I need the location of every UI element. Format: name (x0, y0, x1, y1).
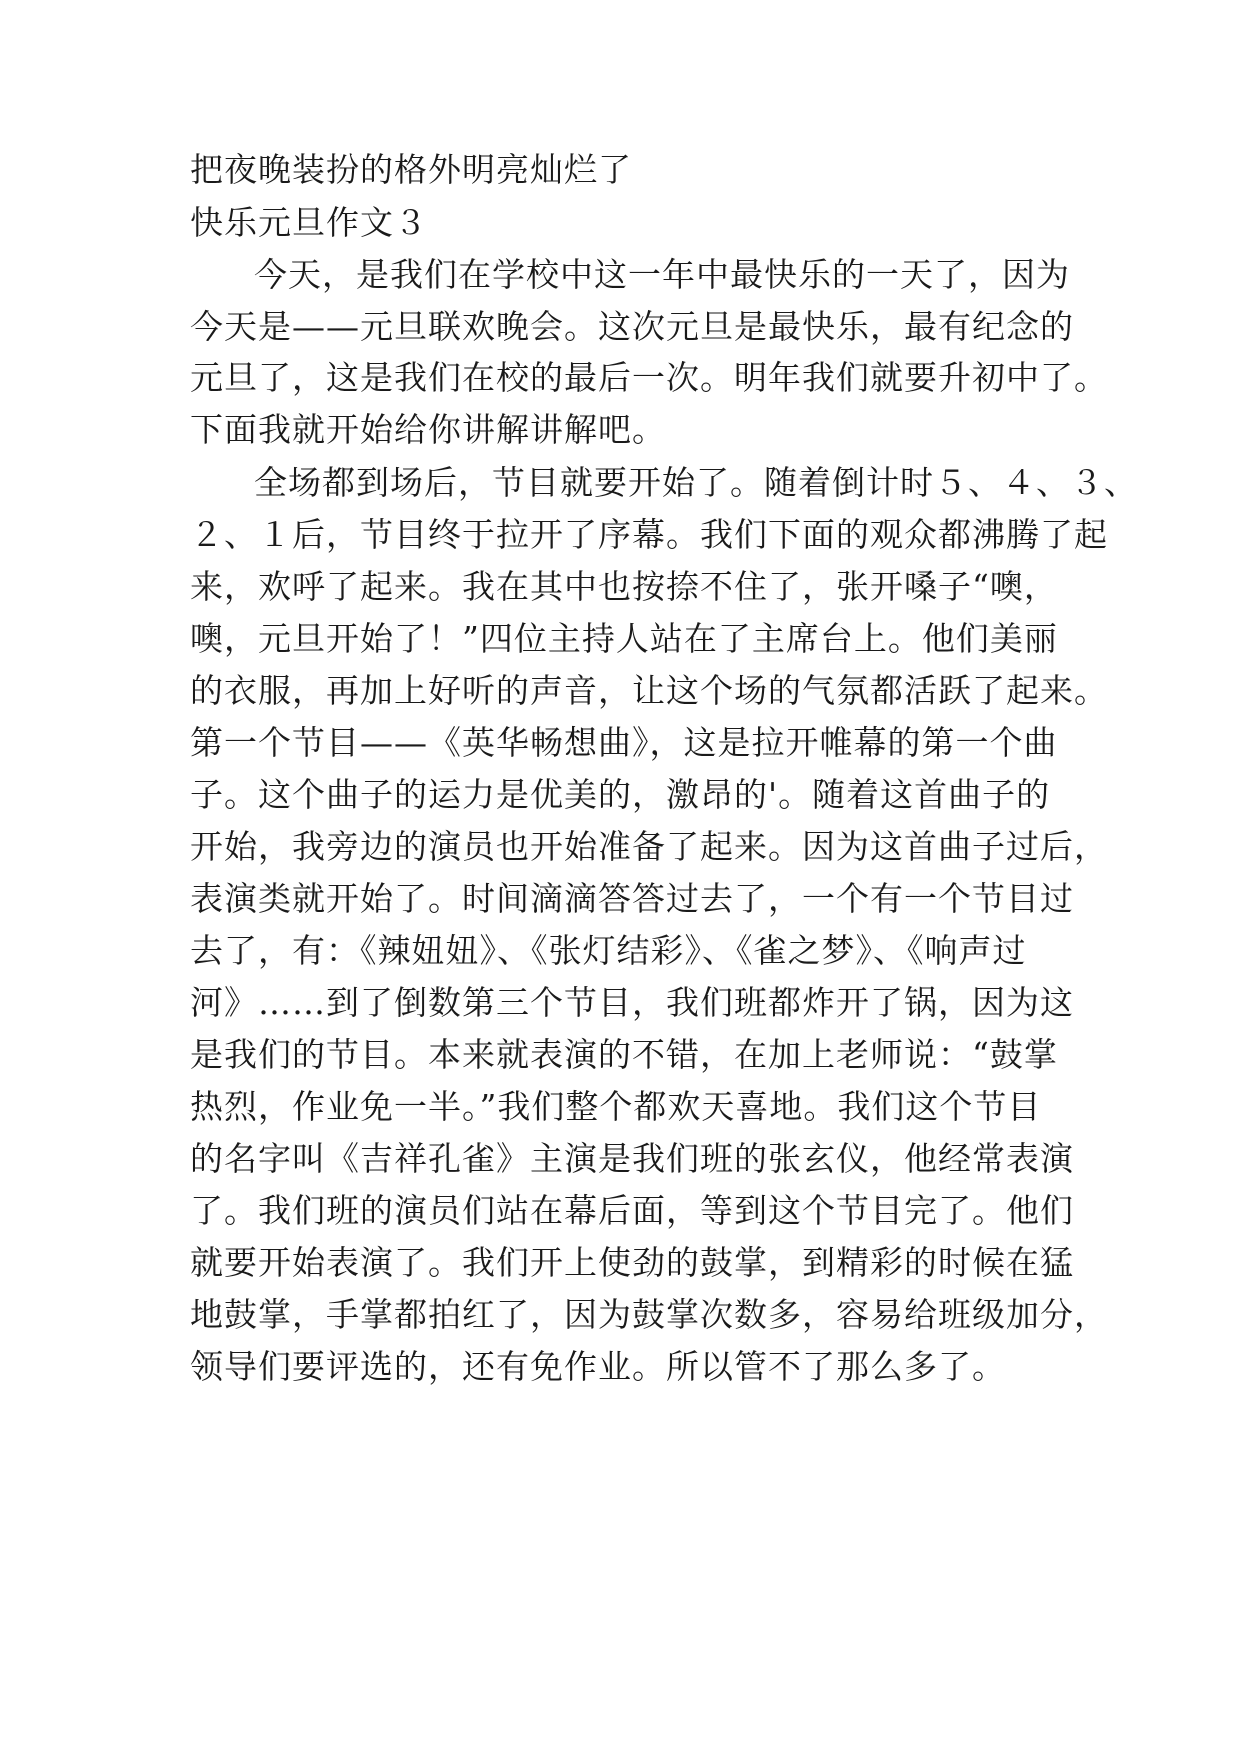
paragraph-2-line-7: 子。这个曲子的运力是优美的，激昂的'。随着这首曲子的 (190, 775, 1051, 814)
paragraph-2-line-10: 去了，有：《辣妞妞》、《张灯结彩》、《雀之梦》、《响声过 (190, 931, 1027, 970)
paragraph-2-line-8: 开始，我旁边的演员也开始准备了起来。因为这首曲子过后， (190, 827, 1108, 866)
paragraph-1-line-4: 下面我就开始给你讲解讲解吧。 (190, 410, 666, 449)
paragraph-2-line-15: 了。我们班的演员们站在幕后面，等到这个节目完了。他们 (190, 1191, 1074, 1230)
paragraph-2-line-1: 全场都到场后，节目就要开始了。随着倒计时５、４、３、 (254, 463, 1138, 502)
paragraph-2-line-16: 就要开始表演了。我们开上使劲的鼓掌，到精彩的时候在猛 (190, 1243, 1074, 1282)
paragraph-2-line-3: 来，欢呼了起来。我在其中也按捺不住了，张开嗓子“噢， (190, 567, 1058, 606)
paragraph-2-line-5: 的衣服，再加上好听的声音，让这个场的气氛都活跃了起来。 (190, 671, 1108, 710)
text-line-1: 把夜晚装扮的格外明亮灿烂了 (190, 150, 632, 189)
paragraph-2-line-18: 领导们要评选的，还有免作业。所以管不了那么多了。 (190, 1347, 1006, 1386)
paragraph-2-line-4: 噢，元旦开始了！”四位主持人站在了主席台上。他们美丽 (190, 619, 1058, 658)
paragraph-2-line-2: ２、１后，节目终于拉开了序幕。我们下面的观众都沸腾了起 (190, 515, 1108, 554)
paragraph-2-line-13: 热烈，作业免一半。”我们整个都欢天喜地。我们这个节目 (190, 1087, 1042, 1126)
paragraph-1-line-1: 今天，是我们在学校中这一年中最快乐的一天了，因为 (254, 255, 1070, 294)
paragraph-1-line-2: 今天是——元旦联欢晚会。这次元旦是最快乐，最有纪念的 (190, 307, 1074, 346)
essay-title: 快乐元旦作文３ (190, 203, 428, 242)
paragraph-2-line-14: 的名字叫《吉祥孔雀》主演是我们班的张玄仪，他经常表演 (190, 1139, 1074, 1178)
paragraph-2-line-17: 地鼓掌，手掌都拍红了，因为鼓掌次数多，容易给班级加分， (190, 1295, 1108, 1334)
paragraph-2-line-9: 表演类就开始了。时间滴滴答答过去了，一个有一个节目过 (190, 879, 1074, 918)
paragraph-2-line-12: 是我们的节目。本来就表演的不错，在加上老师说：“鼓掌 (190, 1035, 1058, 1074)
paragraph-1-line-3: 元旦了，这是我们在校的最后一次。明年我们就要升初中了。 (190, 358, 1108, 397)
paragraph-2-line-6: 第一个节目——《英华畅想曲》，这是拉开帷幕的第一个曲 (190, 723, 1058, 762)
paragraph-2-line-11: 河》……到了倒数第三个节目，我们班都炸开了锅，因为这 (190, 983, 1074, 1022)
